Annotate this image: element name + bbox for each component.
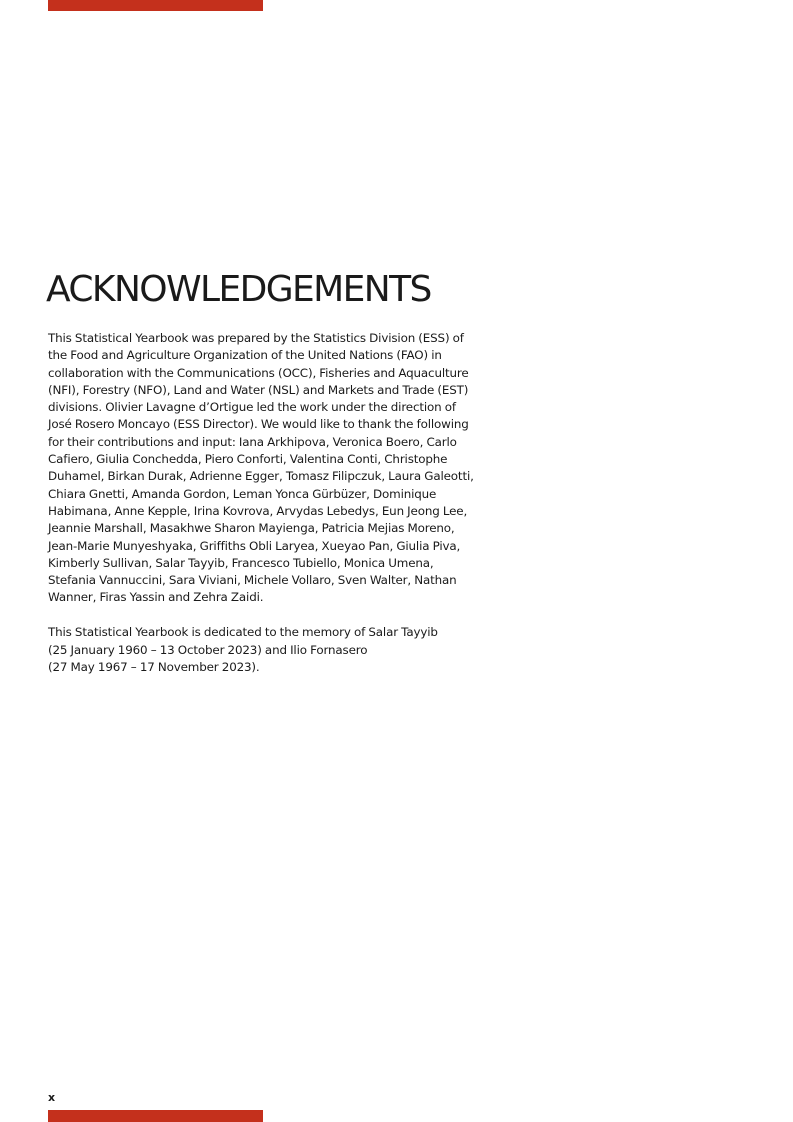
text-line: (NFI), Forestry (NFO), Land and Water (NSL) and Markets and Trade (EST) (48, 382, 469, 397)
text-line: Duhamel, Birkan Durak, Adrienne Egger, Tomasz Filipczuk, Laura Galeotti, (48, 469, 474, 484)
acknowledgements-paragraph (48, 330, 474, 607)
bottom-accent-bar (48, 1110, 263, 1122)
text-line: Jean-Marie Munyeshyaka, Griffiths Obli Laryea, Xueyao Pan, Giulia Piva, (48, 538, 461, 553)
text-line: Habimana, Anne Kepple, Irina Kovrova, Arvydas Lebedys, Eun Jeong Lee, (48, 503, 468, 518)
text-line: the Food and Agriculture Organization of the United Nations (FAO) in (48, 348, 442, 363)
text-line: Chiara Gnetti, Amanda Gordon, Leman Yonca Gürbüzer, Dominique (48, 486, 437, 501)
page-title: ACKNOWLEDGEMENTS (46, 269, 431, 310)
text-line: José Rosero Moncayo (ESS Director). We would like to thank the following (48, 417, 469, 432)
acknowledgements-body (48, 330, 474, 676)
text-line: divisions. Olivier Lavagne d’Ortigue led the work under the direction of (48, 400, 456, 415)
text-line: (25 January 1960 – 13 October 2023) and Ilio Fornasero (48, 642, 368, 657)
text-line: This Statistical Yearbook is dedicated to the memory of Salar Tayyib (48, 625, 438, 640)
text-line: collaboration with the Communications (OCC), Fisheries and Aquaculture (48, 365, 469, 380)
text-line: This Statistical Yearbook was prepared by the Statistics Division (ESS) of (48, 331, 464, 345)
page-number: x (48, 1091, 56, 1104)
text-line: Cafiero, Giulia Conchedda, Piero Conforti, Valentina Conti, Christophe (48, 452, 448, 467)
text-line: for their contributions and input: Iana Arkhipova, Veronica Boero, Carlo (48, 434, 457, 449)
text-line: Wanner, Firas Yassin and Zehra Zaidi. (48, 590, 264, 605)
text-line: (27 May 1967 – 17 November 2023). (48, 659, 260, 674)
text-line: Stefania Vannuccini, Sara Viviani, Michele Vollaro, Sven Walter, Nathan (48, 573, 457, 588)
text-line: Kimberly Sullivan, Salar Tayyib, Francesco Tubiello, Monica Umena, (48, 555, 434, 570)
top-accent-bar (48, 0, 263, 11)
dedication-paragraph (48, 624, 468, 676)
text-line: Jeannie Marshall, Masakhwe Sharon Mayienga, Patricia Mejias Moreno, (48, 521, 455, 536)
